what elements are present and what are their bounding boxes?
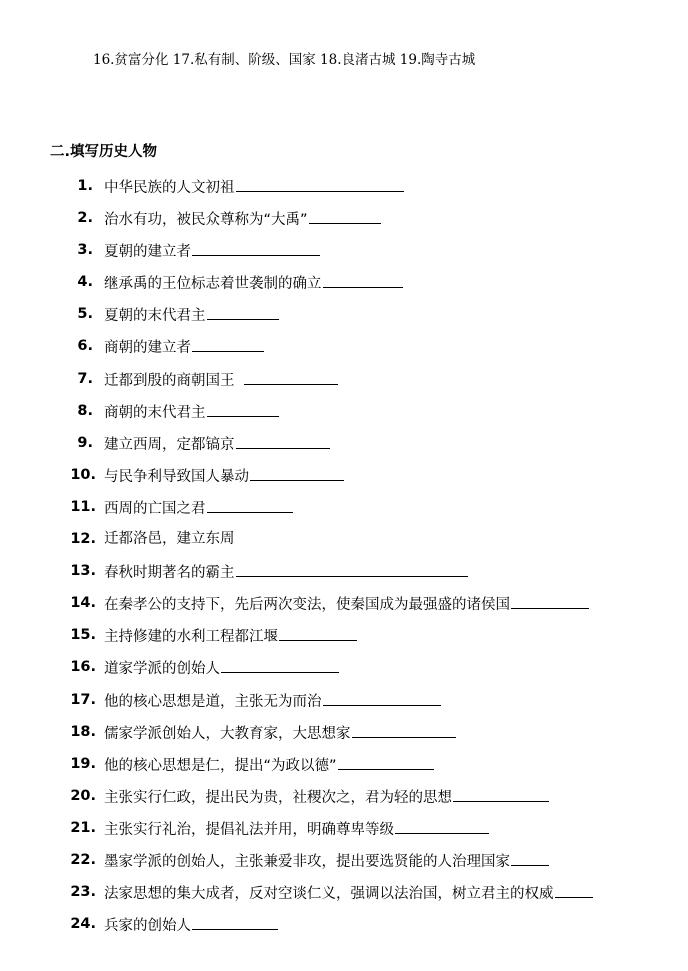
question-text: 道家学派的创始人 <box>104 661 220 678</box>
question-number: 6. <box>77 338 93 355</box>
question-item <box>0 814 688 846</box>
answer-blank[interactable] <box>323 268 403 288</box>
question-text: 主张实行仁政，提出民为贵，社稷次之，君为轻的思想 <box>104 789 452 806</box>
question-text: 春秋时期著名的霸主 <box>104 565 235 582</box>
question-item <box>0 557 688 589</box>
question-text: 与民争利导致国人暴动 <box>104 468 249 485</box>
question-text: 迁都洛邑，建立东周 <box>104 531 235 548</box>
question-number: 11. <box>70 498 96 515</box>
question-item <box>0 236 688 268</box>
answer-blank[interactable] <box>192 236 320 256</box>
question-text: 迁都到殷的商朝国王 <box>104 372 235 389</box>
question-item <box>0 429 688 461</box>
question-text: 墨家学派的创始人，主张兼爱非攻，提出要选贤能的人治理国家 <box>104 853 510 870</box>
answer-blank[interactable] <box>236 172 404 192</box>
answer-blank[interactable] <box>279 621 357 641</box>
question-number: 22. <box>70 851 96 868</box>
question-text: 在秦孝公的支持下，先后两次变法，使秦国成为最强盛的诸侯国 <box>104 597 510 614</box>
question-number: 8. <box>77 402 93 419</box>
question-number: 5. <box>77 306 93 323</box>
question-item <box>0 268 688 300</box>
answer-blank[interactable] <box>250 461 344 481</box>
question-number: 15. <box>70 627 96 644</box>
question-text: 他的核心思想是仁，提出“为政以德” <box>104 757 337 774</box>
question-number: 21. <box>70 819 96 836</box>
question-text: 商朝的末代君主 <box>104 404 206 421</box>
question-item <box>0 300 688 332</box>
answer-blank[interactable] <box>236 429 330 449</box>
answer-blank[interactable] <box>192 910 278 930</box>
question-item <box>0 172 688 204</box>
question-item <box>0 718 688 750</box>
question-item <box>0 204 688 236</box>
answer-blank[interactable] <box>352 718 456 738</box>
answer-blank[interactable] <box>511 589 589 609</box>
question-item <box>0 589 688 621</box>
question-number: 14. <box>70 595 96 612</box>
question-item <box>0 621 688 653</box>
answer-blank[interactable] <box>192 332 264 352</box>
question-item <box>0 525 688 557</box>
question-number: 19. <box>70 755 96 772</box>
question-text: 主持修建的水利工程都江堰 <box>104 629 278 646</box>
answer-blank[interactable] <box>555 878 593 898</box>
question-number: 13. <box>70 563 96 580</box>
top-answers-line: 16.贫富分化 17.私有制、阶级、国家 18.良渚古城 19.陶寺古城 <box>93 52 476 68</box>
question-number: 16. <box>70 659 96 676</box>
question-text: 夏朝的末代君主 <box>104 308 206 325</box>
question-number: 2. <box>77 210 93 227</box>
answer-blank[interactable] <box>244 365 338 385</box>
question-text: 儒家学派创始人，大教育家，大思想家 <box>104 725 351 742</box>
question-text: 治水有功，被民众尊称为“大禹” <box>104 212 308 229</box>
answer-blank[interactable] <box>511 846 549 866</box>
answer-blank[interactable] <box>207 493 293 513</box>
question-list <box>0 172 688 942</box>
answer-blank[interactable] <box>395 814 489 834</box>
question-text: 西周的亡国之君 <box>104 500 206 517</box>
answer-blank[interactable] <box>221 653 339 673</box>
answer-blank[interactable] <box>453 782 549 802</box>
question-item <box>0 365 688 397</box>
question-item <box>0 493 688 525</box>
answer-blank[interactable] <box>323 686 441 706</box>
question-number: 23. <box>70 884 96 901</box>
question-number: 7. <box>77 370 93 387</box>
question-item <box>0 653 688 685</box>
answer-blank[interactable] <box>338 750 434 770</box>
question-item <box>0 461 688 493</box>
answer-blank[interactable] <box>207 397 279 417</box>
question-number: 10. <box>70 466 96 483</box>
question-item <box>0 782 688 814</box>
question-text: 他的核心思想是道，主张无为而治 <box>104 693 322 710</box>
question-number: 12. <box>70 531 96 548</box>
question-number: 17. <box>70 691 96 708</box>
question-item <box>0 846 688 878</box>
question-number: 20. <box>70 787 96 804</box>
question-number: 4. <box>77 274 93 291</box>
section-title: 二.填写历史人物 <box>50 144 158 160</box>
question-number: 18. <box>70 723 96 740</box>
question-text: 夏朝的建立者 <box>104 244 191 261</box>
question-number: 3. <box>77 242 93 259</box>
question-item <box>0 910 688 942</box>
question-text: 继承禹的王位标志着世袭制的确立 <box>104 276 322 293</box>
question-number: 9. <box>77 434 93 451</box>
question-item <box>0 750 688 782</box>
answer-blank[interactable] <box>207 300 279 320</box>
question-text: 商朝的建立者 <box>104 340 191 357</box>
question-number: 1. <box>77 178 93 194</box>
question-text: 兵家的创始人 <box>104 918 191 935</box>
answer-blank[interactable] <box>236 557 468 577</box>
question-item <box>0 397 688 429</box>
answer-blank[interactable] <box>309 204 381 224</box>
question-text: 建立西周，定都镐京 <box>104 436 235 453</box>
question-text: 中华民族的人文初祖 <box>104 180 235 196</box>
question-text: 法家思想的集大成者，反对空谈仁义，强调以法治国，树立君主的权威 <box>104 886 554 903</box>
question-item <box>0 878 688 910</box>
question-text: 主张实行礼治，提倡礼法并用，明确尊卑等级 <box>104 821 394 838</box>
question-item <box>0 332 688 364</box>
question-number: 24. <box>70 916 96 933</box>
question-item <box>0 686 688 718</box>
